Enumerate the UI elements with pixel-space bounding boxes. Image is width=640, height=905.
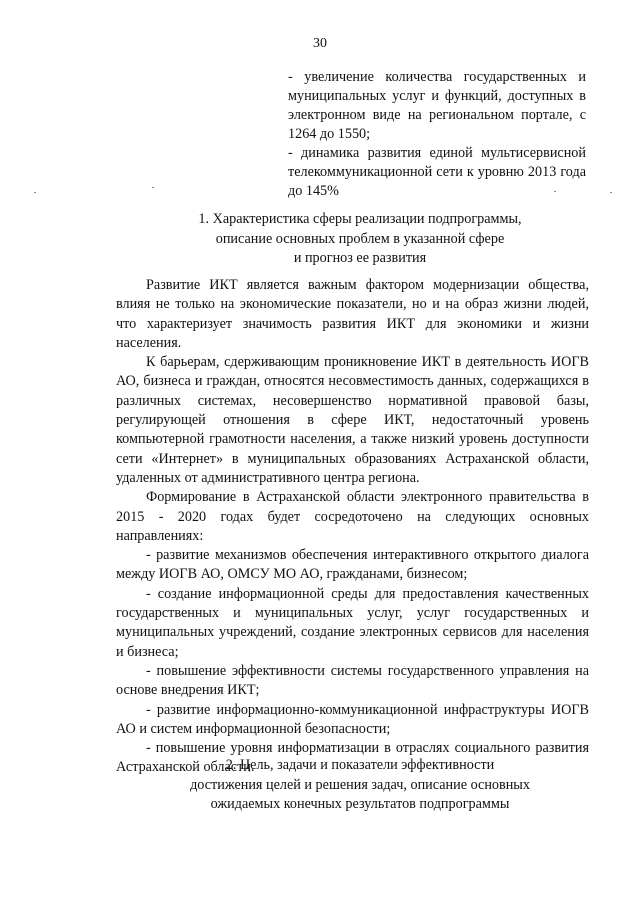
heading-line: достижения целей и решения задач, описание основных [190,776,530,793]
list-item: - создание информационной среды для предоставления качественных государственных и муниципальных услуг, услуг государственных и муниципальных учреждений, создание электронных сервисов для населения и бизнеса; [116,585,589,660]
paragraph: К барьерам, сдерживающим проникновение ИКТ в деятельность ИОГВ АО, бизнеса и граждан, относятся несовместимость данных, содержащихся в различных системах, несовершенство нормативной правовой базы, регулирующей отношения в сфере ИКТ, недостаточный уровень компьютерной грамотности населения, а также низкий уровень доступности сети «Интернет» в муниципальных образованиях Астраханской области, удаленных от административного центра региона. [116,354,589,486]
list-item: - увеличение количества государственных и муниципальных услуг и функций, доступных в электронном виде на региональном портале, с 1264 до 1550; [288,69,586,142]
heading-line: 2. Цель, задачи и показатели эффективности [225,757,495,773]
scan-speck [152,187,154,188]
list-item: - развитие механизмов обеспечения интерактивного открытого диалога между ИОГВ АО, ОМСУ МО АО, гражданами, бизнесом; [116,547,589,583]
scan-speck [610,192,612,193]
section-1-body [116,276,589,778]
section-2-heading [0,756,640,815]
heading-line: описание основных проблем в указанной сфере [215,230,505,247]
paragraph: Формирование в Астраханской области электронного правительства в 2015 - 2020 годах будет сосредоточено на следующих основных направлениях: [116,489,589,544]
heading-line: ожидаемых конечных результатов подпрограммы [210,796,510,812]
heading-line: и прогноз ее развития [293,250,427,266]
top-list [288,68,586,201]
list-item: - динамика развития единой мультисервисной телекоммуникационной сети к уровню 2013 года до 145% [288,145,586,199]
list-item: - повышение уровня информатизации в отраслях социального развития Астраханской области. [116,740,589,776]
list-item: - развитие информационно-коммуникационной инфраструктуры ИОГВ АО и систем информационной безопасности; [116,701,589,737]
page-number: 30 [313,36,327,51]
paragraph: Развитие ИКТ является важным фактором модернизации общества, влияя не только на экономические показатели, но и на образ жизни людей, что характеризует значимость развития ИКТ для экономики и жизни населения. [116,277,589,351]
scan-speck [554,191,556,192]
section-1-heading [0,210,640,269]
scan-speck [34,192,36,193]
heading-line: 1. Характеристика сферы реализации подпрограммы, [198,211,522,227]
list-item: - повышение эффективности системы государственного управления на основе внедрения ИКТ; [116,662,589,699]
